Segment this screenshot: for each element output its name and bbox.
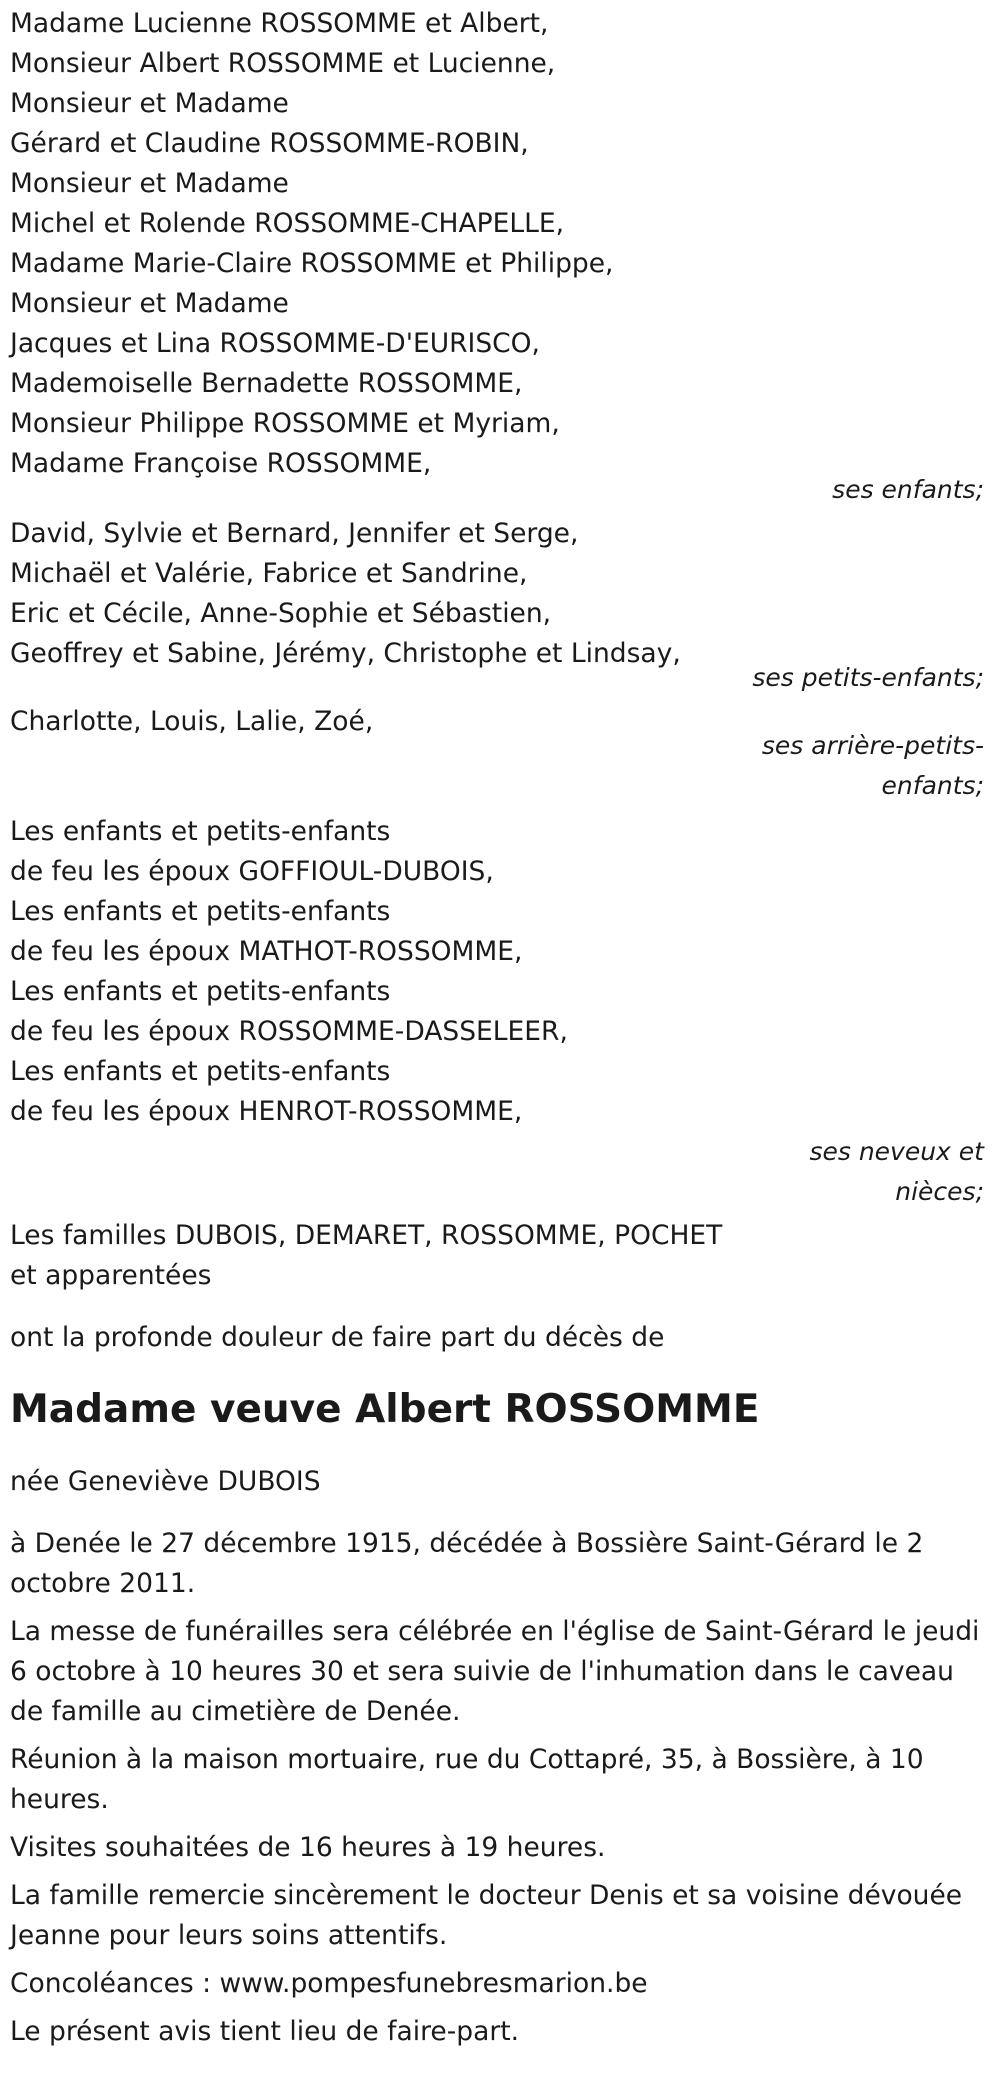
nephews-list: [10, 812, 990, 1132]
thanks-note: La famille remercie sincèrement le docteur Denis et sa voisine dévouée Jeanne pour leurs soins attentifs.: [10, 1880, 963, 1951]
nephews-line: Les enfants et petits-enfants: [10, 896, 391, 927]
nephews-line: de feu les époux GOFFIOUL-DUBOIS,: [10, 856, 494, 887]
child-line: Madame Françoise ROSSOMME,: [10, 448, 432, 479]
child-line: Monsieur et Madame: [10, 288, 289, 319]
condolences-website: Concoléances : www.pompesfunebresmarion.be: [10, 1968, 648, 1999]
nephews-line: Les enfants et petits-enfants: [10, 976, 391, 1007]
grandchildren-qualifier: ses petits-enfants;: [752, 663, 984, 692]
nephews-qualifier: nièces;: [895, 1177, 984, 1206]
grandchildren-line: Eric et Cécile, Anne-Sophie et Sébastien,: [10, 598, 552, 629]
nephews-line: de feu les époux MATHOT-ROSSOMME,: [10, 936, 523, 967]
families-list: [10, 1216, 990, 1296]
notice-footer: Le présent avis tient lieu de faire-part.: [10, 2016, 520, 2047]
grandchildren-line: Michaël et Valérie, Fabrice et Sandrine,: [10, 558, 528, 589]
child-line: Madame Lucienne ROSSOMME et Albert,: [10, 8, 549, 39]
announcement-text: ont la profonde douleur de faire part du décès de: [10, 1322, 665, 1353]
families-line: et apparentées: [10, 1260, 212, 1291]
gathering-details: Réunion à la maison mortuaire, rue du Cottapré, 35, à Bossière, à 10 heures.: [10, 1744, 924, 1815]
child-line: Gérard et Claudine ROSSOMME-ROBIN,: [10, 128, 529, 159]
grandchildren-list: [10, 514, 990, 674]
nephews-line: de feu les époux ROSSOMME-DASSELEER,: [10, 1016, 568, 1047]
deceased-name: Madame veuve Albert ROSSOMME: [10, 1387, 760, 1432]
child-line: Monsieur et Madame: [10, 88, 289, 119]
child-line: Monsieur et Madame: [10, 168, 289, 199]
child-line: Monsieur Albert ROSSOMME et Lucienne,: [10, 48, 556, 79]
families-line: Les familles DUBOIS, DEMARET, ROSSOMME, POCHET: [10, 1220, 723, 1251]
great-grandchildren-line: Charlotte, Louis, Lalie, Zoé,: [10, 706, 374, 737]
grandchildren-line: Geoffrey et Sabine, Jérémy, Christophe et Lindsay,: [10, 638, 681, 669]
children-qualifier: ses enfants;: [832, 475, 984, 504]
visiting-hours: Visites souhaitées de 16 heures à 19 heures.: [10, 1832, 606, 1863]
birth-name: née Geneviève DUBOIS: [10, 1466, 321, 1497]
child-line: Michel et Rolende ROSSOMME-CHAPELLE,: [10, 208, 565, 239]
nephews-line: Les enfants et petits-enfants: [10, 1056, 391, 1087]
great-grandchildren-qualifier: ses arrière-petits-: [761, 731, 984, 760]
details-section: [10, 1524, 990, 2052]
child-line: Monsieur Philippe ROSSOMME et Myriam,: [10, 408, 560, 439]
nephews-qualifier: ses neveux et: [809, 1137, 984, 1166]
child-line: Jacques et Lina ROSSOMME-D'EURISCO,: [10, 328, 540, 359]
birth-death-details: à Denée le 27 décembre 1915, décédée à Bossière Saint-Gérard le 2 octobre 2011.: [10, 1528, 924, 1599]
child-line: Madame Marie-Claire ROSSOMME et Philippe,: [10, 248, 614, 279]
nephews-line: Les enfants et petits-enfants: [10, 816, 391, 847]
nephews-line: de feu les époux HENROT-ROSSOMME,: [10, 1096, 523, 1127]
great-grandchildren-qualifier: enfants;: [881, 771, 984, 800]
grandchildren-line: David, Sylvie et Bernard, Jennifer et Serge,: [10, 518, 579, 549]
children-list: [10, 4, 990, 484]
funeral-mass-details: La messe de funérailles sera célébrée en l'église de Saint-Gérard le jeudi 6 octobre à 10 heures 30 et sera suivie de l'inhumation dans le caveau de famille au cimetière de Denée.: [10, 1616, 980, 1727]
child-line: Mademoiselle Bernadette ROSSOMME,: [10, 368, 523, 399]
